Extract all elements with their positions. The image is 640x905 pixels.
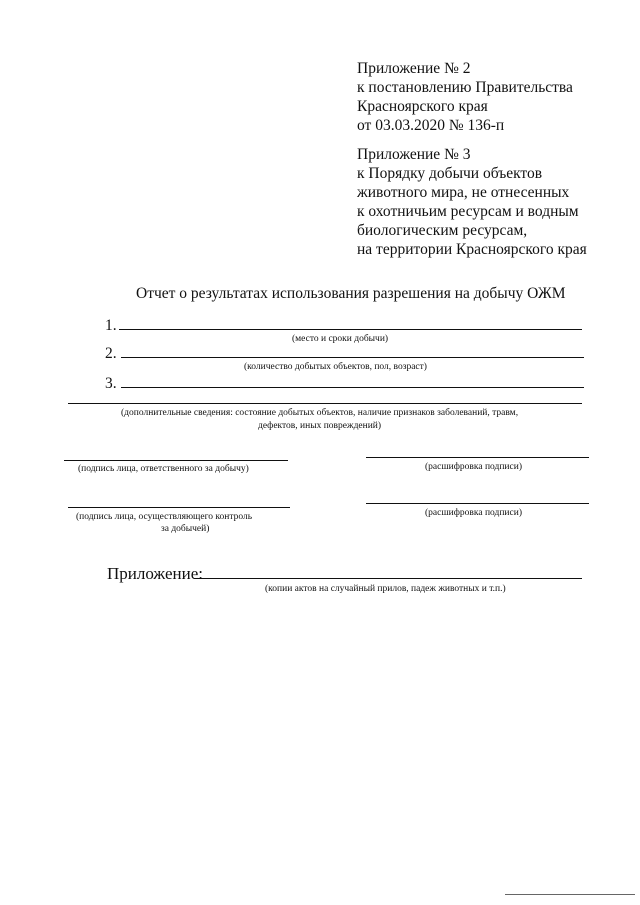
appendix-3-line: животного мира, не отнесенных	[357, 184, 570, 201]
responsible-signature-line[interactable]	[64, 460, 288, 461]
appendix-2-block	[357, 59, 573, 135]
appendix-2-line: Приложение № 2	[357, 60, 471, 77]
field-3-line-continued[interactable]	[68, 403, 582, 404]
field-2-line[interactable]	[121, 357, 584, 358]
appendix-2-line: Красноярского края	[357, 98, 488, 115]
field-2-caption: (количество добытых объектов, пол, возраст)	[244, 362, 427, 372]
control-signature-line[interactable]	[68, 507, 290, 508]
decode-signature-line-2[interactable]	[366, 503, 589, 504]
appendix-3-line: к охотничьим ресурсам и водным	[357, 203, 579, 220]
appendix-3-line: к Порядку добычи объектов	[357, 165, 543, 182]
decode-signature-caption-2: (расшифровка подписи)	[425, 508, 522, 518]
responsible-signature-caption: (подпись лица, ответственного за добычу)	[78, 464, 249, 474]
field-number: 3.	[105, 375, 117, 392]
attachment-label: Приложение:	[107, 564, 203, 583]
field-number: 2.	[105, 345, 117, 362]
appendix-3-line: на территории Красноярского края	[357, 241, 587, 258]
field-number: 1.	[105, 317, 117, 334]
scan-edge-line	[505, 894, 635, 895]
appendix-3-line: Приложение № 3	[357, 146, 471, 163]
field-1-caption: (место и сроки добычи)	[292, 334, 389, 344]
appendix-2-line: от 03.03.2020 № 136-п	[357, 117, 505, 134]
field-3-line[interactable]	[121, 387, 584, 388]
appendix-3-block	[357, 145, 587, 259]
field-3-caption: (дополнительные сведения: состояние добытых объектов, наличие признаков заболеваний, травм,	[121, 408, 519, 418]
decode-signature-caption-1: (расшифровка подписи)	[425, 462, 522, 472]
attachment-line[interactable]	[194, 578, 582, 579]
field-3-caption: дефектов, иных повреждений)	[258, 421, 382, 431]
field-1-line[interactable]	[119, 329, 582, 330]
decode-signature-line-1[interactable]	[366, 457, 589, 458]
control-signature-caption: за добычей)	[161, 524, 210, 534]
appendix-3-line: биологическим ресурсам,	[357, 222, 528, 239]
appendix-2-line: к постановлению Правительства	[357, 79, 573, 96]
report-title: Отчет о результатах использования разрешения на добычу ОЖМ	[136, 285, 566, 302]
attachment-caption: (копии актов на случайный прилов, падеж животных и т.п.)	[265, 584, 506, 594]
control-signature-caption: (подпись лица, осуществляющего контроль	[76, 512, 253, 522]
